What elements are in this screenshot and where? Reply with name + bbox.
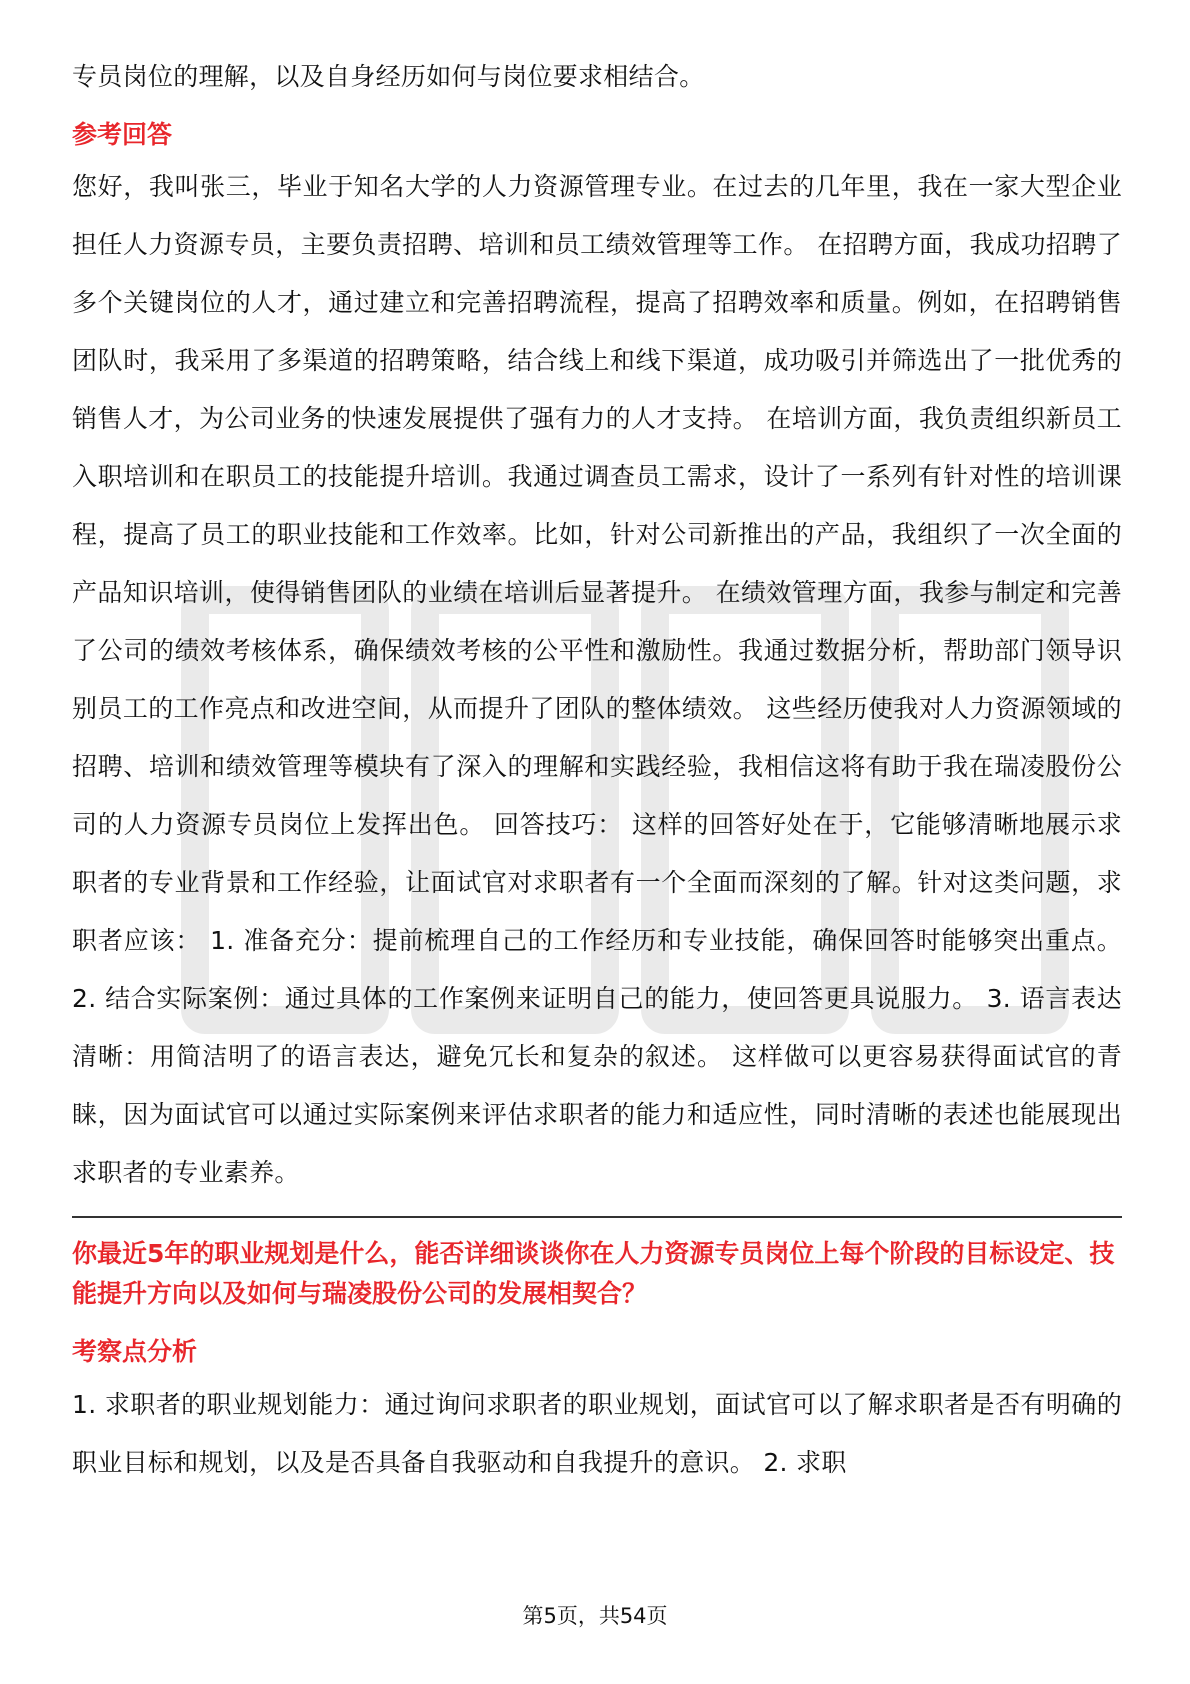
answer-body: 您好，我叫张三，毕业于知名大学的人力资源管理专业。在过去的几年里，我在一家大型企业担任人力资源专员，主要负责招聘、培训和员工绩效管理等工作。 在招聘方面，我成功招聘了多个关键岗位的人才，通过建立和完善招聘流程，提高了招聘效率和质量。例如，在招聘销售团队时，我采用了多渠道的招聘策略，结合线上和线下渠道，成功吸引并筛选出了一批优秀的销售人才，为公司业务的快速发展提供了强有力的人才支持。 在培训方面，我负责组织新员工入职培训和在职员工的技能提升培训。我通过调查员工需求，设计了一系列有针对性的培训课程，提高了员工的职业技能和工作效率。比如，针对公司新推出的产品，我组织了一次全面的产品知识培训，使得销售团队的业绩在培训后显著提升。 在绩效管理方面，我参与制定和完善了公司的绩效考核体系，确保绩效考核的公平性和激励性。我通过数据分析，帮助部门领导识别员工的工作亮点和改进空间，从而提升了团队的整体绩效。 这些经历使我对人力资源领域的招聘、培训和绩效管理等模块有了深入的理解和实践经验，我相信这将有助于我在瑞凌股份公司的人力资源专员岗位上发挥出色。 回答技巧： 这样的回答好处在于，它能够清晰地展示求职者的专业背景和工作经验，让面试官对求职者有一个全面而深刻的了解。针对这类问题，求职者应该： 1. 准备充分：提前梳理自己的工作经历和专业技能，确保回答时能够突出重点。 2. 结合实际案例：通过具体的工作案例来证明自己的能力，使回答更具说服力。 3. 语言表达清晰：用简洁明了的语言表达，避免冗长和复杂的叙述。 这样做可以更容易获得面试官的青睐，因为面试官可以通过实际案例来评估求职者的能力和适应性，同时清晰的表述也能展现出求职者的专业素养。 (72, 172, 1122, 1187)
intro-tail-text: 专员岗位的理解，以及自身经历如何与岗位要求相结合。 (72, 62, 705, 91)
document-content (72, 48, 1122, 1492)
question-heading: 你最近5年的职业规划是什么，能否详细谈谈你在人力资源专员岗位上每个阶段的目标设定、技能提升方向以及如何与瑞凌股份公司的发展相契合？ (72, 1239, 1115, 1308)
section-divider (72, 1216, 1122, 1218)
page-footer: 第5页，共54页 (522, 1604, 668, 1628)
analysis-heading: 考察点分析 (72, 1337, 198, 1366)
analysis-body: 1. 求职者的职业规划能力：通过询问求职者的职业规划，面试官可以了解求职者是否有明确的职业目标和规划，以及是否具备自我驱动和自我提升的意识。 2. 求职 (72, 1390, 1122, 1477)
answer-heading: 参考回答 (72, 120, 173, 149)
